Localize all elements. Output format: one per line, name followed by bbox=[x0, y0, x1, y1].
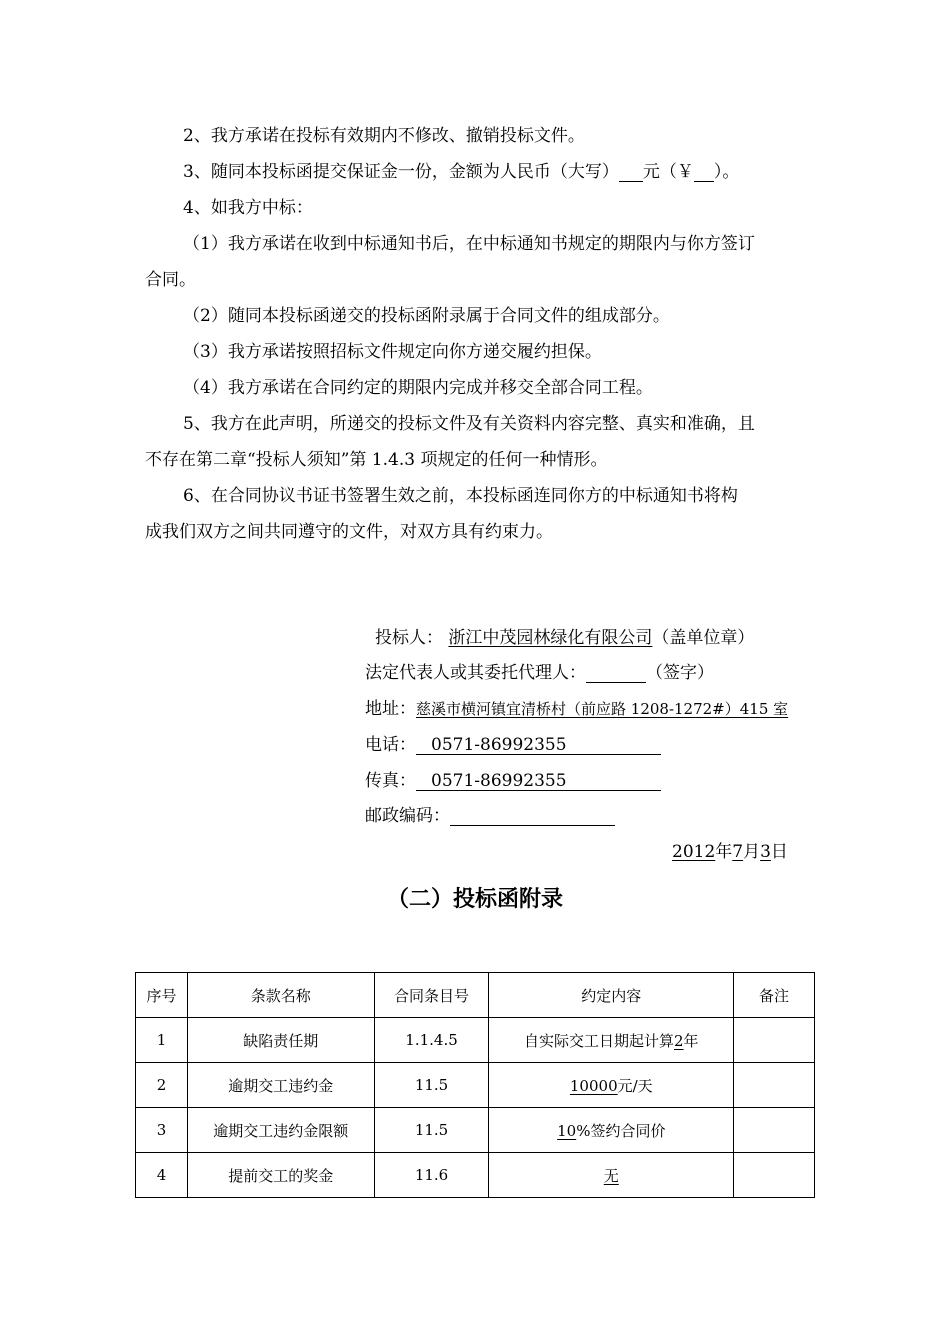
item-4-3-text: （3）我方承诺按照招标文件规定向你方递交履约担保。 bbox=[183, 342, 602, 362]
item-4-1-b-text: 合同。 bbox=[145, 270, 196, 290]
header-clause: 合同条目号 bbox=[374, 973, 489, 1018]
item-3-suffix: ）。 bbox=[713, 162, 740, 182]
cell-content bbox=[489, 1153, 734, 1198]
table-row bbox=[136, 1108, 815, 1153]
amount-number-blank bbox=[694, 163, 714, 182]
date-month: 7 bbox=[732, 842, 744, 862]
content-suffix: 年 bbox=[683, 1031, 699, 1050]
phone-label: 电话： bbox=[365, 735, 416, 755]
fax-blank bbox=[416, 772, 661, 791]
address-label: 地址： bbox=[365, 699, 416, 719]
cell-no: 2 bbox=[136, 1063, 188, 1108]
item-2 bbox=[183, 126, 585, 146]
cell-no: 3 bbox=[136, 1108, 188, 1153]
cell-clause: 1.1.4.5 bbox=[374, 1018, 489, 1063]
fax-line bbox=[365, 771, 661, 791]
cell-note bbox=[734, 1018, 815, 1063]
item-4-text: 4、如我方中标： bbox=[183, 198, 313, 218]
content-suffix: %签约合同价 bbox=[576, 1121, 666, 1140]
date-day: 3 bbox=[760, 842, 771, 862]
content-value: 10000 bbox=[569, 1076, 618, 1095]
item-3 bbox=[183, 162, 739, 182]
appendix-table bbox=[135, 972, 815, 1198]
header-name: 条款名称 bbox=[187, 973, 374, 1018]
fax-label: 传真： bbox=[365, 771, 416, 791]
item-4-4-text: （4）我方承诺在合同约定的期限内完成并移交全部合同工程。 bbox=[183, 378, 653, 398]
representative-label: 法定代表人或其委托代理人： bbox=[365, 663, 586, 683]
item-6-a bbox=[183, 486, 738, 506]
table-header-row bbox=[136, 973, 815, 1018]
table-row bbox=[136, 1063, 815, 1108]
item-3-prefix: 3、随同本投标函提交保证金一份，金额为人民币（大写） bbox=[183, 162, 619, 182]
item-4-4 bbox=[183, 378, 653, 398]
bidder-note: （盖单位章） bbox=[652, 628, 755, 648]
postal-line bbox=[365, 806, 615, 826]
item-6-a-text: 6、在合同协议书证书签署生效之前，本投标函连同你方的中标通知书将构 bbox=[183, 486, 738, 506]
item-4-1-b bbox=[145, 270, 196, 290]
cell-clause: 11.5 bbox=[374, 1108, 489, 1153]
date-month-unit: 月 bbox=[743, 842, 761, 862]
date-year: 2012 bbox=[672, 842, 716, 862]
cell-note bbox=[734, 1108, 815, 1153]
postal-label: 邮政编码： bbox=[365, 806, 450, 826]
address-line bbox=[365, 699, 788, 719]
cell-content bbox=[489, 1108, 734, 1153]
appendix-title: （二）投标函附录 bbox=[386, 887, 563, 912]
cell-name: 提前交工的奖金 bbox=[187, 1153, 374, 1198]
content-suffix: 元/天 bbox=[617, 1076, 653, 1095]
cell-no: 4 bbox=[136, 1153, 188, 1198]
item-5-a-text: 5、我方在此声明，所递交的投标文件及有关资料内容完整、真实和准确，且 bbox=[183, 414, 755, 434]
cell-no: 1 bbox=[136, 1018, 188, 1063]
cell-note bbox=[734, 1063, 815, 1108]
item-6-b-text: 成我们双方之间共同遵守的文件，对双方具有约束力。 bbox=[145, 522, 553, 542]
content-value: 2 bbox=[674, 1031, 684, 1050]
date-line bbox=[672, 842, 788, 862]
content-value: 10 bbox=[557, 1121, 577, 1140]
item-4 bbox=[183, 198, 313, 218]
header-note: 备注 bbox=[734, 973, 815, 1018]
phone-blank bbox=[416, 736, 661, 755]
cell-content bbox=[489, 1018, 734, 1063]
cell-note bbox=[734, 1153, 815, 1198]
table-row bbox=[136, 1153, 815, 1198]
table-row bbox=[136, 1018, 815, 1063]
header-no: 序号 bbox=[136, 973, 188, 1018]
representative-blank bbox=[586, 664, 646, 683]
content-prefix: 自实际交工日期起计算 bbox=[523, 1031, 674, 1050]
cell-clause: 11.6 bbox=[374, 1153, 489, 1198]
date-year-unit: 年 bbox=[715, 842, 733, 862]
content-value: 无 bbox=[603, 1166, 619, 1185]
item-4-2 bbox=[183, 306, 670, 326]
amount-words-blank bbox=[619, 163, 643, 182]
representative-line bbox=[365, 663, 714, 683]
item-5-b-text: 不存在第二章“投标人须知”第 1.4.3 项规定的任何一种情形。 bbox=[145, 450, 608, 470]
cell-name: 缺陷责任期 bbox=[187, 1018, 374, 1063]
date-day-unit: 日 bbox=[770, 842, 788, 862]
cell-name: 逾期交工违约金限额 bbox=[187, 1108, 374, 1153]
cell-content bbox=[489, 1063, 734, 1108]
phone-value: 0571-86992355 bbox=[431, 735, 567, 755]
item-2-text: 2、我方承诺在投标有效期内不修改、撤销投标文件。 bbox=[183, 126, 585, 146]
item-4-3 bbox=[183, 342, 602, 362]
bidder-line bbox=[375, 628, 754, 648]
item-5-b bbox=[145, 450, 607, 470]
bidder-name: 浙江中茂园林绿化有限公司 bbox=[448, 628, 653, 648]
representative-note: （签字） bbox=[646, 663, 714, 683]
cell-clause: 11.5 bbox=[374, 1063, 489, 1108]
item-4-1-a bbox=[183, 234, 755, 254]
item-6-b bbox=[145, 522, 553, 542]
address-value: 慈溪市横河镇宜清桥村（前应路 1208-1272#）415 室 bbox=[416, 700, 789, 718]
item-4-2-text: （2）随同本投标函递交的投标函附录属于合同文件的组成部分。 bbox=[183, 306, 670, 326]
cell-name: 逾期交工违约金 bbox=[187, 1063, 374, 1108]
item-4-1-a-text: （1）我方承诺在收到中标通知书后，在中标通知书规定的期限内与你方签订 bbox=[183, 234, 755, 254]
bidder-label: 投标人： bbox=[375, 628, 443, 648]
postal-blank bbox=[450, 807, 615, 826]
header-content: 约定内容 bbox=[489, 973, 734, 1018]
item-3-unit: 元（￥ bbox=[642, 162, 694, 182]
phone-line bbox=[365, 735, 661, 755]
item-5-a bbox=[183, 414, 755, 434]
fax-value: 0571-86992355 bbox=[431, 771, 567, 791]
